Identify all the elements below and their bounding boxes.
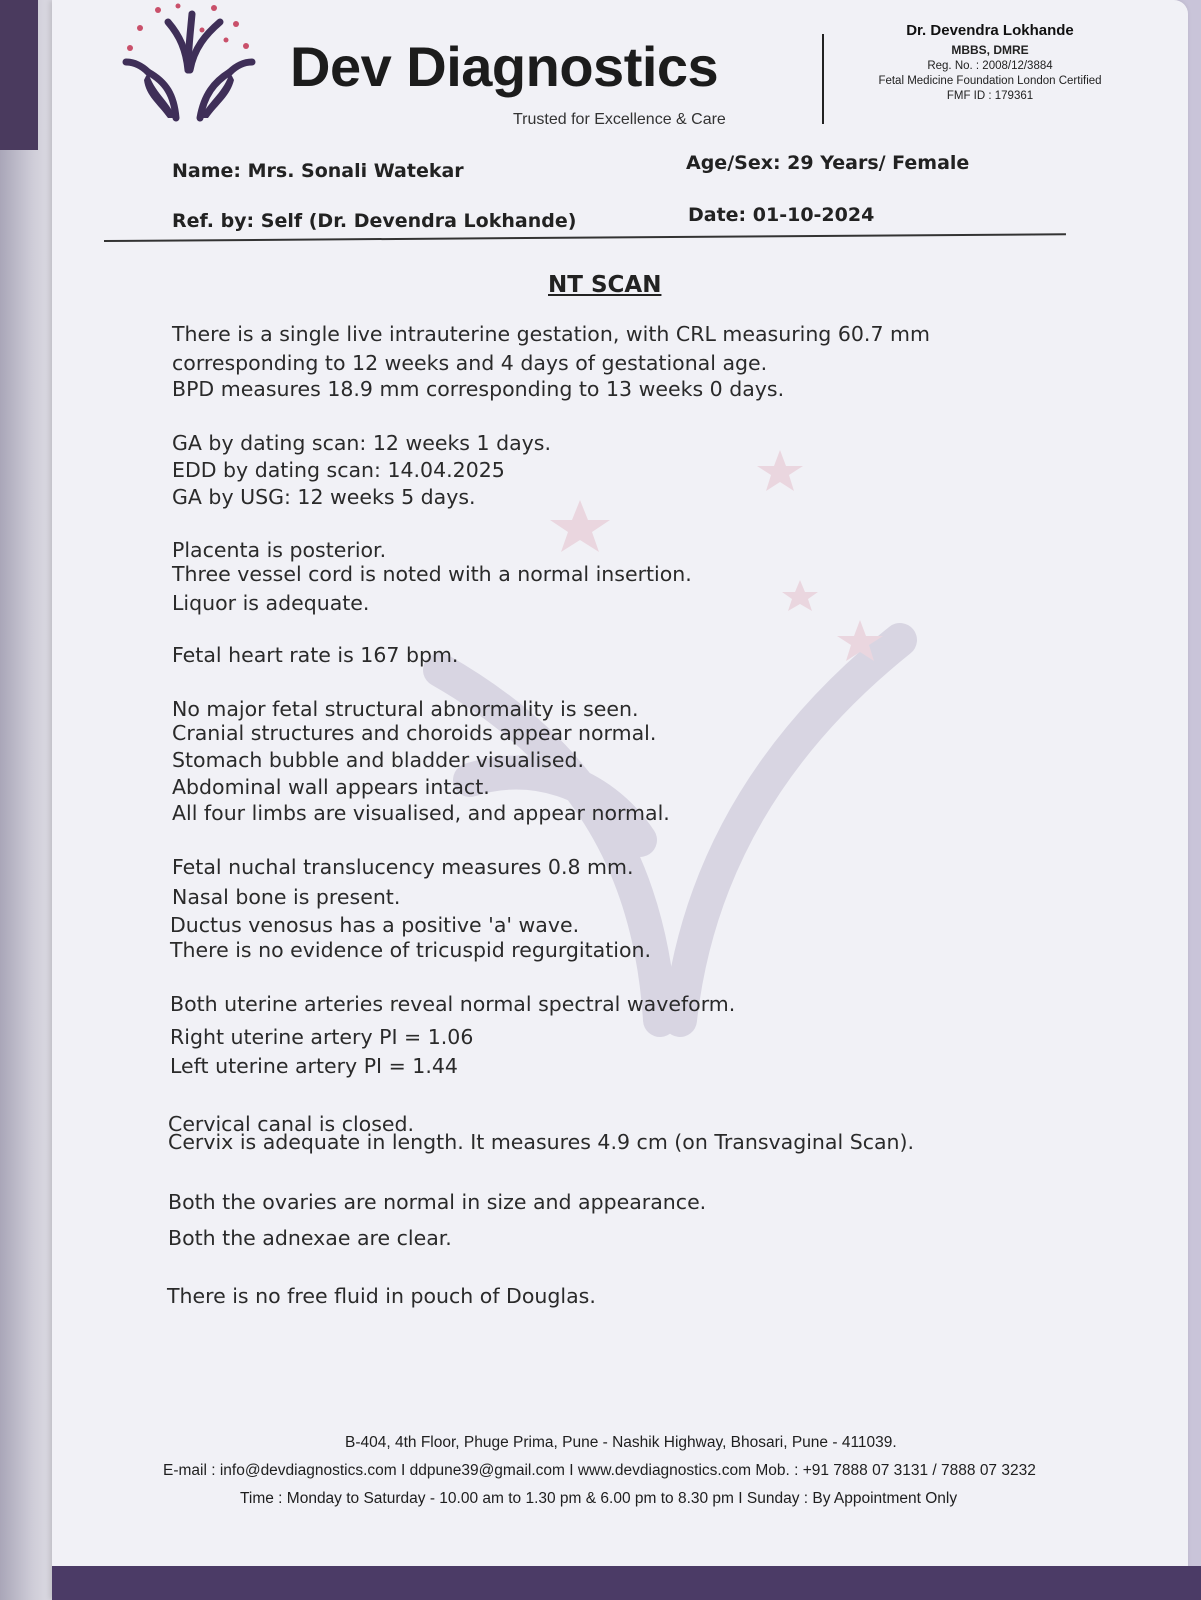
- doctor-fmf-id: FMF ID : 179361: [946, 90, 1034, 102]
- report-date: Date: 01-10-2024: [688, 204, 875, 226]
- clinic-name: Dev Diagnostics: [290, 35, 719, 98]
- patient-name: Name: Mrs. Sonali Watekar: [172, 160, 464, 182]
- report-line: EDD by dating scan: 14.04.2025: [172, 458, 505, 482]
- report-line: Ductus venosus has a positive 'a' wave.: [170, 913, 580, 937]
- report-line: There is no evidence of tricuspid regurgitation.: [170, 938, 652, 962]
- report-line: Cervix is adequate in length. It measures 4.9 cm (on Transvaginal Scan).: [168, 1130, 915, 1154]
- report-line: Fetal heart rate is 167 bpm.: [172, 643, 459, 667]
- report-line: There is no free fluid in pouch of Douglas.: [167, 1284, 596, 1308]
- report-line: There is a single live intrauterine gestation, with CRL measuring 60.7 mm: [172, 322, 930, 346]
- report-line: Cervical canal is closed.: [168, 1112, 415, 1136]
- report-line: GA by dating scan: 12 weeks 1 days.: [172, 431, 551, 455]
- report-line: GA by USG: 12 weeks 5 days.: [172, 485, 476, 509]
- report-line: Right uterine artery PI = 1.06: [170, 1025, 474, 1049]
- report-line: No major fetal structural abnormality is seen.: [172, 697, 639, 721]
- footer-contact: E-mail : info@devdiagnostics.com I ddpune39@gmail.com I www.devdiagnostics.com Mob. : +91 7888 07 3131 / 7888 07 3232: [163, 1462, 1036, 1479]
- report-line: Both uterine arteries reveal normal spectral waveform.: [170, 992, 736, 1016]
- report-line: Liquor is adequate.: [172, 591, 370, 615]
- report-line: BPD measures 18.9 mm corresponding to 13 weeks 0 days.: [172, 377, 785, 401]
- clinic-tagline: Trusted for Excellence & Care: [513, 111, 726, 128]
- report-line: Placenta is posterior.: [172, 538, 387, 562]
- report-line: Stomach bubble and bladder visualised.: [172, 748, 584, 772]
- report-line: Fetal nuchal translucency measures 0.8 mm.: [172, 855, 634, 879]
- report-line: Abdominal wall appears intact.: [172, 775, 490, 799]
- report-line: All four limbs are visualised, and appear normal.: [172, 801, 670, 825]
- footer-band: [52, 1566, 1201, 1600]
- doctor-name: Dr. Devendra Lokhande: [906, 22, 1074, 39]
- report-line: Both the adnexae are clear.: [168, 1226, 452, 1250]
- doctor-degree: MBBS, DMRE: [951, 43, 1029, 57]
- report-line: Three vessel cord is noted with a normal insertion.: [172, 562, 692, 586]
- report-line: Nasal bone is present.: [172, 885, 401, 909]
- patient-age-sex: Age/Sex: 29 Years/ Female: [686, 152, 970, 174]
- doctor-reg-no: Reg. No. : 2008/12/3884: [927, 60, 1053, 72]
- report-line: Both the ovaries are normal in size and appearance.: [168, 1190, 707, 1214]
- doctor-certification: Fetal Medicine Foundation London Certified: [878, 75, 1102, 87]
- footer-address: B-404, 4th Floor, Phuge Prima, Pune - Nashik Highway, Bhosari, Pune - 411039.: [345, 1434, 897, 1451]
- report-title: NT SCAN: [548, 272, 662, 298]
- report-line: corresponding to 12 weeks and 4 days of gestational age.: [172, 351, 768, 375]
- referred-by: Ref. by: Self (Dr. Devendra Lokhande): [172, 210, 577, 232]
- report-line: Left uterine artery PI = 1.44: [170, 1054, 458, 1078]
- footer-timing: Time : Monday to Saturday - 10.00 am to 1.30 pm & 6.00 pm to 8.30 pm I Sunday : By Appointment Only: [240, 1490, 958, 1507]
- report-line: Cranial structures and choroids appear normal.: [172, 721, 657, 745]
